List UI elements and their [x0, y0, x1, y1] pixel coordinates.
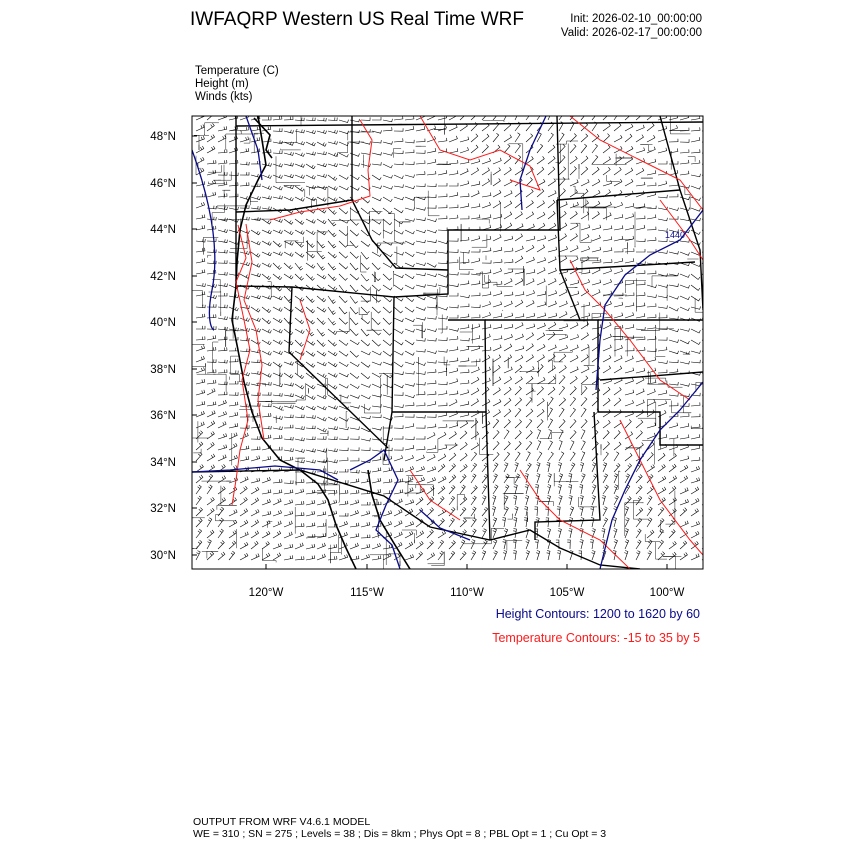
lon-label-110: 110°W [450, 587, 484, 599]
temperature-contour-legend: Temperature Contours: -15 to 35 by 5 [492, 631, 700, 645]
map-title: IWFAQRP Western US Real Time WRF [190, 9, 524, 30]
lon-label-115: 115°W [350, 587, 384, 599]
model-info-line1: OUTPUT FROM WRF V4.6.1 MODEL [193, 816, 371, 828]
lat-label-44: 44°N [150, 224, 176, 236]
lon-label-105: 105°W [549, 587, 585, 599]
lat-label-38: 38°N [150, 364, 176, 376]
field-winds: Winds (kts) [195, 91, 253, 103]
lat-label-32: 32°N [150, 503, 176, 515]
lat-label-42: 42°N [150, 271, 176, 283]
height-contour-legend: Height Contours: 1200 to 1620 by 60 [495, 607, 700, 621]
county-line [175, 221, 192, 241]
lat-label-40: 40°N [150, 317, 176, 329]
lat-label-30: 30°N [150, 550, 176, 562]
lat-label-34: 34°N [150, 457, 176, 469]
height-contour-label: 1440 [665, 230, 686, 240]
model-info-line2: WE = 310 ; SN = 275 ; Levels = 38 ; Dis = 8km ; Phys Opt = 8 ; PBL Opt = 1 ; Cu Opt = 3 [193, 828, 607, 840]
lat-label-48: 48°N [150, 131, 176, 143]
lon-label-120: 120°W [248, 587, 284, 599]
lat-label-36: 36°N [150, 410, 176, 422]
field-temperature: Temperature (C) [195, 65, 279, 77]
init-time: Init: 2026-02-10_00:00:00 [570, 13, 702, 25]
field-height: Height (m) [195, 78, 249, 90]
valid-time: Valid: 2026-02-17_00:00:00 [560, 27, 702, 39]
lon-label-100: 100°W [649, 587, 685, 599]
lat-label-46: 46°N [150, 178, 176, 190]
